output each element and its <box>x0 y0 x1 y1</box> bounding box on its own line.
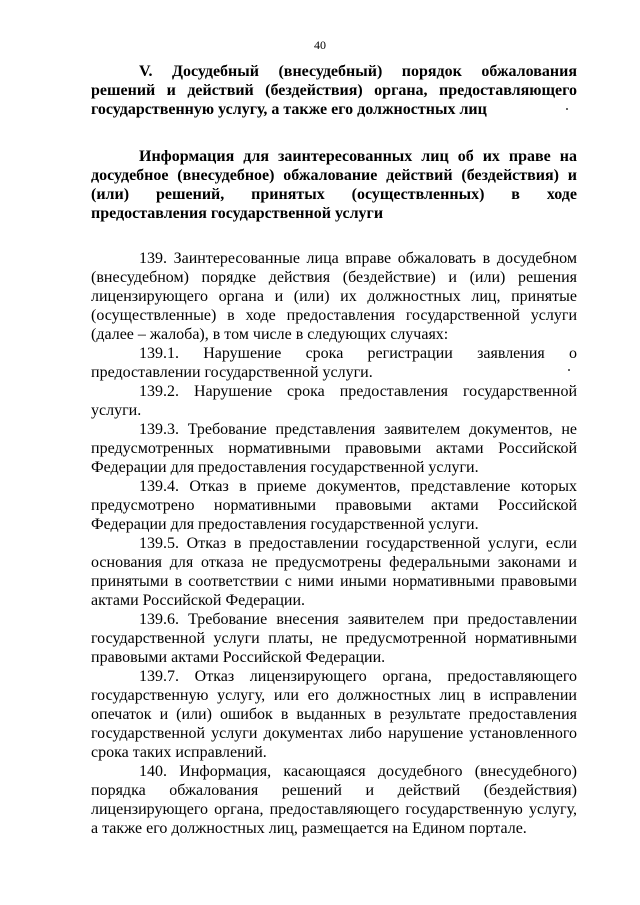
scan-speck <box>566 108 568 110</box>
paragraph-139: 139. Заинтересованные лица вправе обжаловать в досудебном (внесудебном) порядке действия (бездействие) и (или) решения лицензирующего органа и (или) их должностных лиц, принятые (осуществленные) в ходе предоставления государственной услуги (далее – жалоба), в том числе в следующих случаях: <box>91 250 577 343</box>
paragraph-139-4: 139.4. Отказ в приеме документов, представление которых предусмотрено нормативными правовыми актами Российской Федерации для предоставления государственной услуги. <box>91 478 577 533</box>
paragraph-140: 140. Информация, касающаяся досудебного (внесудебного) порядка обжалования решений и действий (бездействия) лицензирующего органа, предоставляющего государственную услугу, а также его должностных лиц, размещается на Едином портале. <box>91 763 577 837</box>
document-body <box>91 62 577 838</box>
paragraph-139-6: 139.6. Требование внесения заявителем при предоставлении государственной услуги платы, не предусмотренной нормативными правовыми актами Российской Федерации. <box>91 611 577 666</box>
paragraph-139-3: 139.3. Требование представления заявителем документов, не предусмотренных нормативными правовыми актами Российской Федерации для предоставления государственной услуги. <box>91 421 577 476</box>
page-number: 40 <box>314 38 326 52</box>
scan-speck <box>568 369 570 371</box>
paragraph-139-7: 139.7. Отказ лицензирующего органа, предоставляющего государственную услугу, или его должностных лиц в исправлении опечаток и (или) ошибок в выданных в результате предоставления государственной услуги документах либо нарушение установленного срока таких исправлений. <box>91 668 577 761</box>
sub-heading: Информация для заинтересованных лиц об их праве на досудебное (внесудебное) обжалование действий (бездействия) и (или) решений, принятых (осуществленных) в ходе предоставления государственной услуги <box>91 148 577 222</box>
section-heading: V. Досудебный (внесудебный) порядок обжалования решений и действий (бездействия) органа, предоставляющего государственную услугу, а также его должностных лиц <box>91 63 577 118</box>
paragraph-139-5: 139.5. Отказ в предоставлении государственной услуги, если основания для отказа не предусмотрены федеральными законами и принятыми в соответствии с ними иными нормативными правовыми актами Российской Федерации. <box>91 535 577 609</box>
paragraph-139-1: 139.1. Нарушение срока регистрации заявления о предоставлении государственной услуги. <box>91 345 577 381</box>
paragraph-139-2: 139.2. Нарушение срока предоставления государственной услуги. <box>91 383 577 419</box>
